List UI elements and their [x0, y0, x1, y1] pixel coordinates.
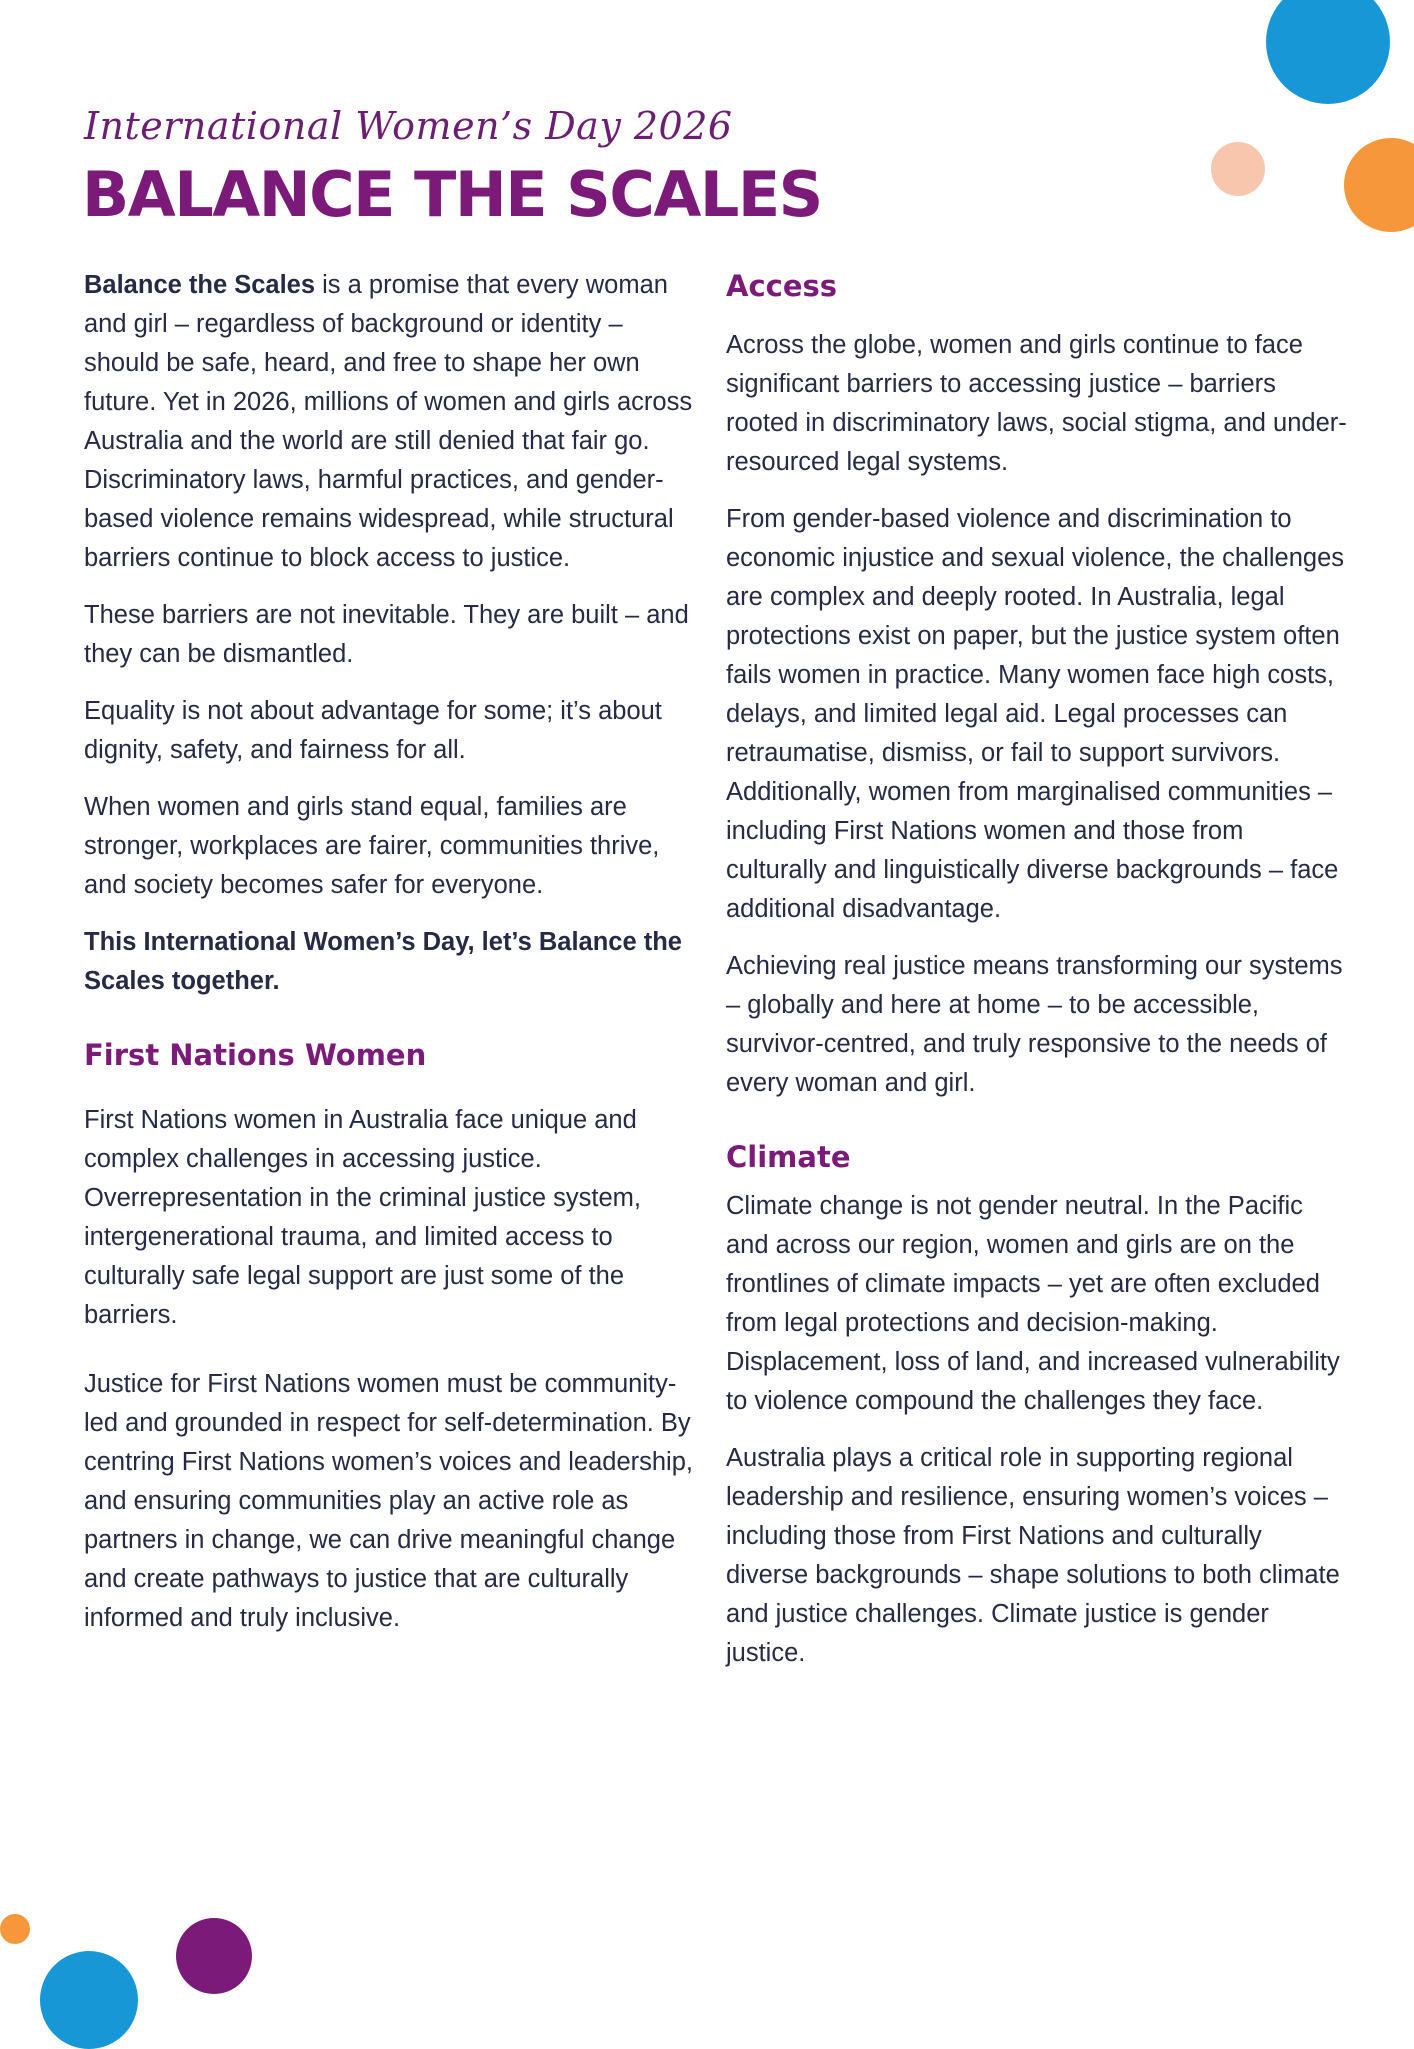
first-nations-heading: First Nations Women	[84, 1038, 427, 1072]
climate-heading: Climate	[726, 1140, 851, 1174]
decorative-circle-blue-top	[1266, 0, 1390, 104]
decorative-circle-purple-bottom	[176, 1918, 252, 1994]
right-column	[726, 266, 1348, 1691]
climate-paragraph-2: Australia plays a critical role in supporting regional leadership and resilience, ensuring women’s voices – including those from First Nations and culturally diverse backgrounds – shape solutions to both climate and justice challenges. Climate justice is gender justice.	[726, 1444, 1340, 1667]
decorative-circle-peach	[1211, 142, 1265, 196]
first-nations-paragraph-2: Justice for First Nations women must be community-led and grounded in respect for self-determination. By centring First Nations women’s voices and leadership, and ensuring communities play an active role as partners in change, we can drive meaningful change and create pathways to justice that are culturally informed and truly inclusive.	[84, 1370, 693, 1632]
access-heading: Access	[726, 269, 838, 303]
intro-paragraph	[84, 266, 696, 578]
intro-bold: Balance the Scales	[84, 271, 316, 299]
decorative-circle-orange-right	[1344, 138, 1414, 232]
access-paragraph-3: Achieving real justice means transforming our systems – globally and here at home – to be accessible, survivor-centred, and truly responsive to the needs of every woman and girl.	[726, 952, 1343, 1097]
decorative-circle-blue-bottom	[40, 1951, 138, 2049]
equality-paragraph: Equality is not about advantage for some; it’s about dignity, safety, and fairness for all.	[84, 697, 662, 764]
stand-equal-paragraph: When women and girls stand equal, families are stronger, workplaces are fairer, communities thrive, and society becomes safer for everyone.	[84, 793, 660, 899]
barriers-paragraph: These barriers are not inevitable. They are built – and they can be dismantled.	[84, 601, 689, 668]
access-paragraph-1: Across the globe, women and girls continue to face significant barriers to accessing justice – barriers rooted in discriminatory laws, social stigma, and under-resourced legal systems.	[726, 331, 1347, 476]
intro-text: is a promise that every woman and girl – regardless of background or identity – should be safe, heard, and free to shape her own future. Yet in 2026, millions of women and girls across Australia and the world are still denied that fair go. Discriminatory laws, harmful practices, and gender-based violence remains widespread, while structural barriers continue to block access to justice.	[84, 271, 693, 572]
access-paragraph-2: From gender-based violence and discrimination to economic injustice and sexual violence, the challenges are complex and deeply rooted. In Australia, legal protections exist on paper, but the justice system often fails women in practice. Many women face high costs, delays, and limited legal aid. Legal processes can retraumatise, dismiss, or fail to support survivors. Additionally, women from marginalised communities – including First Nations women and those from culturally and linguistically diverse backgrounds – face additional disadvantage.	[726, 505, 1345, 923]
climate-paragraph-1: Climate change is not gender neutral. In the Pacific and across our region, women and girls are on the frontlines of climate impacts – yet are often excluded from legal protections and decision-making. Displacement, loss of land, and increased vulnerability to violence compound the challenges they face.	[726, 1192, 1340, 1415]
first-nations-paragraph-1: First Nations women in Australia face unique and complex challenges in accessing justice. Overrepresentation in the criminal justice system, intergenerational trauma, and limited access to culturally safe legal support are just some of the barriers.	[84, 1106, 641, 1329]
decorative-circle-orange-small	[0, 1914, 30, 1944]
page-title: BALANCE THE SCALES	[82, 158, 822, 231]
call-to-action: This International Women’s Day, let’s Balance the Scales together.	[84, 928, 682, 995]
left-column	[84, 266, 696, 1656]
event-subtitle: International Women’s Day 2026	[84, 104, 733, 148]
